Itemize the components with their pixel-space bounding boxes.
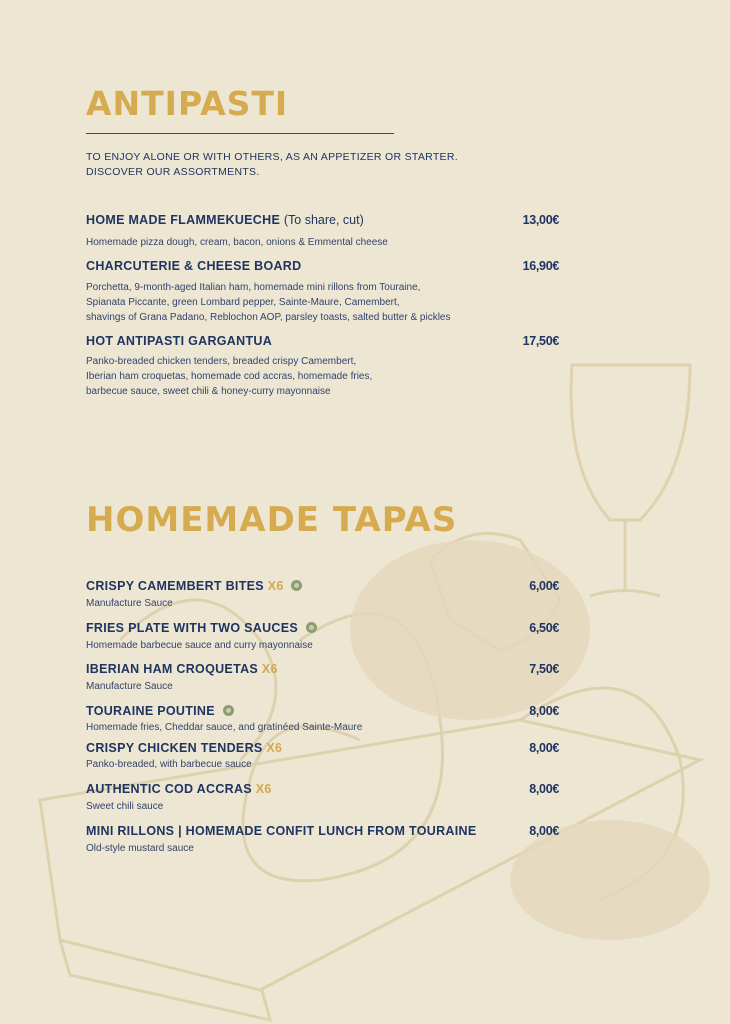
item-title: IBERIAN HAM CROQUETAS (86, 662, 259, 676)
menu-item-price: 8,00€ (529, 704, 559, 718)
menu-item-description: Homemade barbecue sauce and curry mayonnaise (86, 640, 313, 651)
description-line: barbecue sauce, sweet chili & honey-curry mayonnaise (86, 386, 331, 397)
menu-item-name (86, 621, 317, 635)
description-line: shavings of Grana Padano, Reblochon AOP, parsley toasts, salted butter & pickles (86, 312, 451, 323)
menu-item-name (86, 704, 234, 718)
item-title: AUTHENTIC COD ACCRAS (86, 782, 252, 796)
menu-item-description: Manufacture Sauce (86, 598, 173, 609)
quantity-label: X6 (266, 741, 283, 755)
menu-item-description: Panko-breaded, with barbecue sauce (86, 759, 252, 770)
menu-item-description: Manufacture Sauce (86, 681, 173, 692)
menu-item-description (86, 280, 450, 325)
menu-item-price: 13,00€ (522, 213, 559, 227)
menu-item-description: Sweet chili sauce (86, 801, 164, 812)
item-note: (To share, cut) (283, 213, 364, 227)
item-title: FRIES PLATE WITH TWO SAUCES (86, 621, 299, 635)
description-line: Spianata Piccante, green Lombard pepper, Sainte-Maure, Camembert, (86, 297, 400, 308)
description-line: Porchetta, 9-month-aged Italian ham, homemade mini rillons from Touraine, (86, 282, 421, 293)
quantity-label: X6 (261, 662, 278, 676)
tapas-title: HOMEMADE TAPAS (86, 500, 458, 540)
intro-line: TO ENJOY ALONE OR WITH OTHERS, AS AN APPETIZER OR STARTER. (86, 151, 458, 163)
menu-item-name (86, 662, 278, 676)
vegetarian-badge-icon (223, 705, 234, 716)
antipasti-title: ANTIPASTI (86, 84, 289, 123)
antipasti-intro (86, 150, 458, 180)
menu-item-name (86, 259, 301, 273)
item-title: TOURAINE POUTINE (86, 704, 215, 718)
menu-item-name (86, 213, 364, 227)
menu-item-description (86, 235, 388, 250)
description-line: Iberian ham croquetas, homemade cod accras, homemade fries, (86, 371, 373, 382)
item-title: HOT ANTIPASTI GARGANTUA (86, 334, 273, 348)
description-line: Panko-breaded chicken tenders, breaded crispy Camembert, (86, 356, 357, 367)
menu-item-price: 6,50€ (529, 621, 559, 635)
item-title: HOME MADE FLAMMEKUECHE (86, 213, 281, 227)
menu-item-price: 17,50€ (522, 334, 559, 348)
intro-line: DISCOVER OUR ASSORTMENTS. (86, 166, 260, 178)
quantity-label: X6 (267, 579, 284, 593)
menu-item-price: 8,00€ (529, 824, 559, 838)
menu-item-description: Old-style mustard sauce (86, 843, 194, 854)
wine-glass-illustration (571, 365, 690, 520)
item-title: MINI RILLONS | HOMEMADE CONFIT LUNCH FROM TOURAINE (86, 824, 477, 838)
menu-item-name (86, 334, 272, 348)
item-title: CHARCUTERIE & CHEESE BOARD (86, 259, 302, 273)
menu-item-name (86, 824, 476, 838)
menu-item-name (86, 741, 282, 755)
menu-item-name (86, 579, 302, 593)
menu-item-name (86, 782, 272, 796)
menu-item-description: Homemade fries, Cheddar sauce, and gratinéed Sainte-Maure (86, 722, 363, 733)
menu-item-description (86, 354, 372, 399)
menu-item-price: 7,50€ (529, 662, 559, 676)
quantity-label: X6 (255, 782, 272, 796)
item-title: CRISPY CHICKEN TENDERS (86, 741, 263, 755)
description-line: Homemade pizza dough, cream, bacon, onions & Emmental cheese (86, 237, 388, 248)
menu-item-price: 8,00€ (529, 741, 559, 755)
item-title: CRISPY CAMEMBERT BITES (86, 579, 264, 593)
menu-item-price: 8,00€ (529, 782, 559, 796)
menu-item-price: 16,90€ (522, 259, 559, 273)
menu-item-price: 6,00€ (529, 579, 559, 593)
vegetarian-badge-icon (291, 580, 302, 591)
title-divider (86, 133, 394, 134)
vegetarian-badge-icon (306, 622, 317, 633)
